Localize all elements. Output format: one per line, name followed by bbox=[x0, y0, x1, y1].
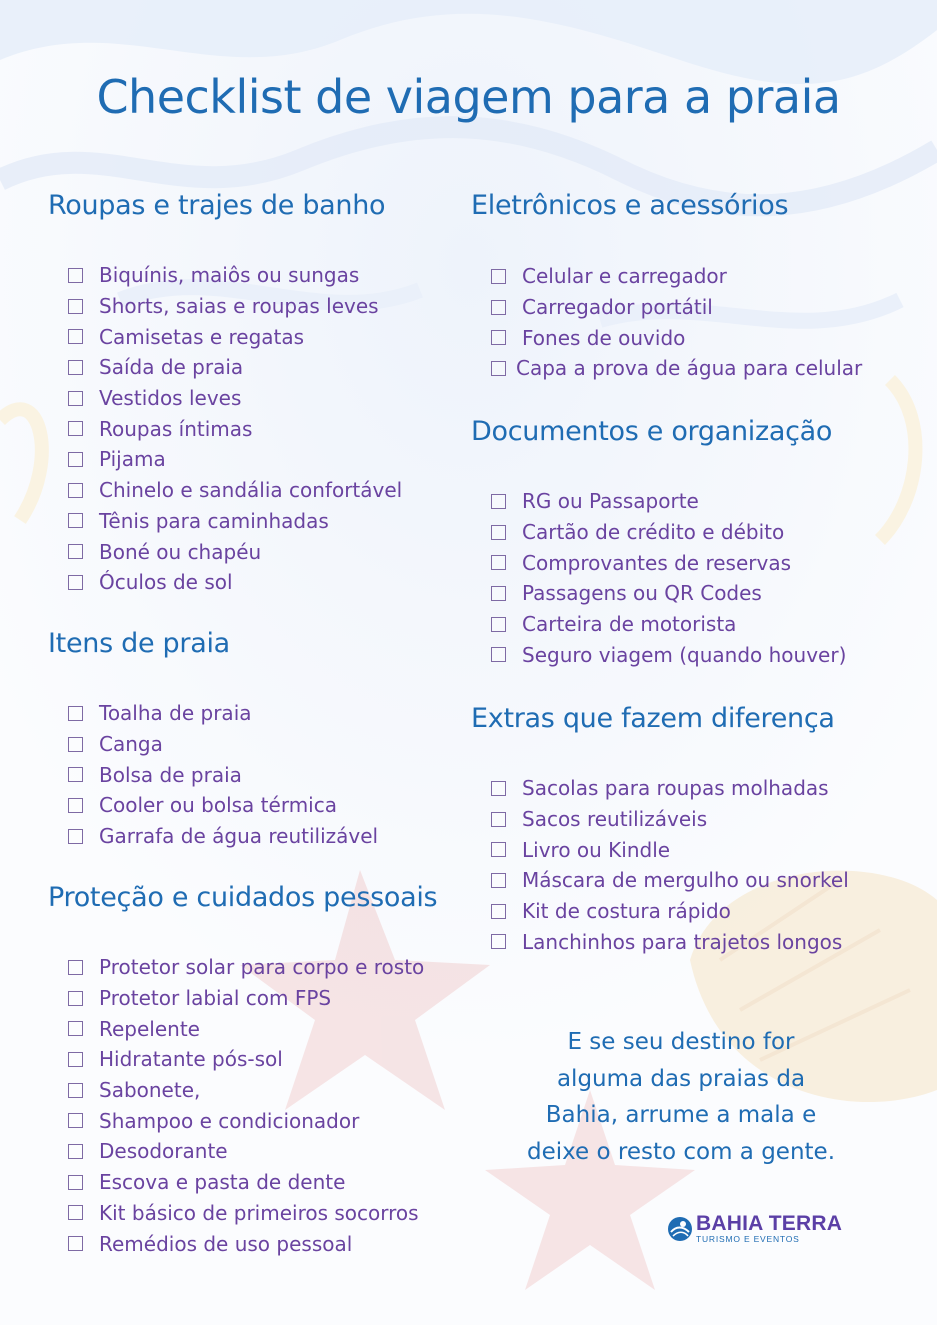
list-item bbox=[68, 1198, 424, 1229]
item-label: Fones de ouvido bbox=[522, 325, 686, 350]
list-item bbox=[491, 639, 846, 670]
item-label: Toalha de praia bbox=[99, 701, 252, 726]
list-item bbox=[68, 1228, 424, 1259]
section-protecao bbox=[48, 882, 438, 1256]
checklist bbox=[68, 260, 402, 598]
list-item bbox=[491, 547, 846, 578]
item-label: Saída de praia bbox=[99, 355, 244, 380]
checkbox[interactable] bbox=[68, 1052, 83, 1067]
section-title: Extras que fazem diferença bbox=[471, 703, 835, 734]
list-item bbox=[68, 1044, 424, 1075]
list-item bbox=[68, 790, 378, 821]
checkbox[interactable] bbox=[68, 452, 83, 467]
item-label: Lanchinhos para trajetos longos bbox=[522, 929, 843, 954]
checkbox[interactable] bbox=[491, 812, 506, 827]
list-item bbox=[491, 517, 846, 548]
checkbox[interactable] bbox=[68, 360, 83, 375]
item-label: Chinelo e sandália confortável bbox=[99, 478, 403, 503]
item-label: Protetor solar para corpo e rosto bbox=[99, 955, 425, 980]
list-item bbox=[68, 983, 424, 1014]
item-label: RG ou Passaporte bbox=[522, 489, 699, 514]
checkbox[interactable] bbox=[68, 575, 83, 590]
list-item bbox=[68, 1013, 424, 1044]
section-eletronicos bbox=[471, 190, 863, 381]
section-documentos bbox=[471, 416, 847, 667]
item-label: Biquínis, maiôs ou sungas bbox=[99, 263, 360, 288]
checkbox[interactable] bbox=[68, 268, 83, 283]
item-label: Escova e pasta de dente bbox=[99, 1170, 346, 1195]
checkbox[interactable] bbox=[68, 767, 83, 782]
checkbox[interactable] bbox=[68, 513, 83, 528]
list-item bbox=[491, 353, 862, 384]
section-title: Roupas e trajes de banho bbox=[48, 190, 386, 221]
checkbox[interactable] bbox=[68, 299, 83, 314]
item-label: Pijama bbox=[99, 447, 166, 472]
list-item bbox=[491, 834, 849, 865]
checkbox[interactable] bbox=[491, 842, 506, 857]
checkbox[interactable] bbox=[491, 904, 506, 919]
list-item bbox=[491, 261, 862, 292]
item-label: Óculos de sol bbox=[99, 570, 233, 595]
section-praia bbox=[48, 628, 379, 849]
section-title: Proteção e cuidados pessoais bbox=[48, 882, 438, 913]
checkbox[interactable] bbox=[68, 1083, 83, 1098]
item-label: Tênis para caminhadas bbox=[99, 508, 329, 533]
checklist bbox=[491, 486, 846, 670]
list-item bbox=[68, 413, 402, 444]
list-item bbox=[68, 729, 378, 760]
checkbox[interactable] bbox=[68, 391, 83, 406]
item-label: Cooler ou bolsa térmica bbox=[99, 793, 337, 818]
item-label: Vestidos leves bbox=[99, 386, 242, 411]
item-label: Protetor labial com FPS bbox=[99, 986, 332, 1011]
list-item bbox=[68, 759, 378, 790]
list-item bbox=[68, 352, 402, 383]
section-roupas bbox=[48, 190, 403, 595]
closing-line: deixe o resto com a gente. bbox=[526, 1138, 836, 1165]
checklist bbox=[491, 773, 849, 957]
checkbox[interactable] bbox=[68, 706, 83, 721]
item-label: Sacolas para roupas molhadas bbox=[522, 776, 829, 801]
checkbox[interactable] bbox=[491, 300, 506, 315]
list-item bbox=[491, 322, 862, 353]
item-label: Boné ou chapéu bbox=[99, 539, 262, 564]
list-item bbox=[68, 444, 402, 475]
list-item bbox=[68, 506, 402, 537]
item-label: Garrafa de água reutilizável bbox=[99, 824, 379, 849]
checkbox[interactable] bbox=[68, 1113, 83, 1128]
item-label: Shampoo e condicionador bbox=[99, 1108, 360, 1133]
logo-name: BAHIA TERRA bbox=[696, 1212, 843, 1235]
checkbox[interactable] bbox=[68, 544, 83, 559]
checklist bbox=[68, 698, 378, 851]
checkbox[interactable] bbox=[68, 1175, 83, 1190]
checkbox[interactable] bbox=[68, 1236, 83, 1251]
checkbox[interactable] bbox=[68, 329, 83, 344]
checkbox[interactable] bbox=[491, 330, 506, 345]
item-label: Shorts, saias e roupas leves bbox=[99, 294, 379, 319]
checklist bbox=[68, 952, 424, 1259]
section-title: Eletrônicos e acessórios bbox=[471, 190, 789, 221]
list-item bbox=[491, 804, 849, 835]
checkbox[interactable] bbox=[491, 361, 506, 376]
checkbox[interactable] bbox=[68, 1021, 83, 1036]
list-item bbox=[491, 896, 849, 927]
item-label: Passagens ou QR Codes bbox=[522, 581, 762, 606]
item-label: Sabonete, bbox=[99, 1078, 201, 1103]
list-item bbox=[491, 609, 846, 640]
list-item bbox=[491, 926, 849, 957]
closing-message bbox=[496, 1024, 866, 1170]
checkbox[interactable] bbox=[68, 991, 83, 1006]
checklist bbox=[491, 261, 862, 384]
checkbox[interactable] bbox=[491, 525, 506, 540]
list-item bbox=[68, 536, 402, 567]
checkbox[interactable] bbox=[491, 494, 506, 509]
checkbox[interactable] bbox=[491, 617, 506, 632]
list-item bbox=[68, 952, 424, 983]
section-extras bbox=[471, 703, 849, 954]
item-label: Canga bbox=[99, 732, 163, 757]
item-label: Bolsa de praia bbox=[99, 762, 242, 787]
list-item bbox=[491, 578, 846, 609]
checkbox[interactable] bbox=[68, 829, 83, 844]
list-item bbox=[68, 1136, 424, 1167]
section-title: Itens de praia bbox=[48, 628, 230, 659]
list-item bbox=[491, 486, 846, 517]
checkbox[interactable] bbox=[68, 737, 83, 752]
item-label: Cartão de crédito e débito bbox=[522, 520, 785, 545]
closing-line: alguma das praias da bbox=[556, 1065, 806, 1092]
closing-line: Bahia, arrume a mala e bbox=[545, 1102, 817, 1128]
brand-logo bbox=[667, 1214, 842, 1244]
list-item bbox=[68, 475, 402, 506]
globe-icon bbox=[667, 1216, 693, 1242]
item-label: Carteira de motorista bbox=[522, 612, 737, 637]
list-item bbox=[68, 1167, 424, 1198]
item-label: Livro ou Kindle bbox=[522, 837, 671, 862]
checkbox[interactable] bbox=[68, 1205, 83, 1220]
item-label: Comprovantes de reservas bbox=[522, 550, 791, 575]
logo-tagline: TURISMO E EVENTOS bbox=[696, 1234, 800, 1244]
checkbox[interactable] bbox=[491, 555, 506, 570]
list-item bbox=[68, 291, 402, 322]
section-title: Documentos e organização bbox=[471, 416, 833, 447]
checkbox[interactable] bbox=[68, 798, 83, 813]
list-item bbox=[68, 821, 378, 852]
item-label: Desodorante bbox=[99, 1139, 228, 1164]
list-item bbox=[68, 698, 378, 729]
list-item bbox=[68, 383, 402, 414]
list-item bbox=[491, 865, 849, 896]
list-item bbox=[491, 292, 862, 323]
item-label: Kit básico de primeiros socorros bbox=[99, 1200, 419, 1225]
page-title: Checklist de viagem para a praia bbox=[96, 70, 841, 124]
checkbox[interactable] bbox=[68, 483, 83, 498]
item-label: Remédios de uso pessoal bbox=[99, 1231, 353, 1256]
item-label: Roupas íntimas bbox=[99, 416, 253, 441]
item-label: Capa a prova de água para celular bbox=[516, 356, 863, 381]
list-item bbox=[491, 773, 849, 804]
list-item bbox=[68, 567, 402, 598]
list-item bbox=[68, 260, 402, 291]
item-label: Seguro viagem (quando houver) bbox=[522, 642, 847, 667]
checkbox[interactable] bbox=[491, 269, 506, 284]
item-label: Kit de costura rápido bbox=[522, 899, 731, 924]
item-label: Hidratante pós-sol bbox=[99, 1047, 283, 1072]
checkbox[interactable] bbox=[68, 1144, 83, 1159]
item-label: Sacos reutilizáveis bbox=[522, 807, 708, 832]
closing-line: E se seu destino for bbox=[567, 1029, 795, 1055]
checkbox[interactable] bbox=[491, 647, 506, 662]
list-item bbox=[68, 321, 402, 352]
item-label: Camisetas e regatas bbox=[99, 324, 305, 349]
list-item bbox=[68, 1075, 424, 1106]
checkbox[interactable] bbox=[491, 781, 506, 796]
checkbox[interactable] bbox=[68, 421, 83, 436]
checkbox[interactable] bbox=[491, 586, 506, 601]
checkbox[interactable] bbox=[68, 960, 83, 975]
item-label: Carregador portátil bbox=[522, 295, 713, 320]
item-label: Repelente bbox=[99, 1016, 200, 1041]
item-label: Máscara de mergulho ou snorkel bbox=[522, 868, 849, 893]
checkbox[interactable] bbox=[491, 873, 506, 888]
list-item bbox=[68, 1105, 424, 1136]
checkbox[interactable] bbox=[491, 934, 506, 949]
item-label: Celular e carregador bbox=[522, 264, 727, 289]
